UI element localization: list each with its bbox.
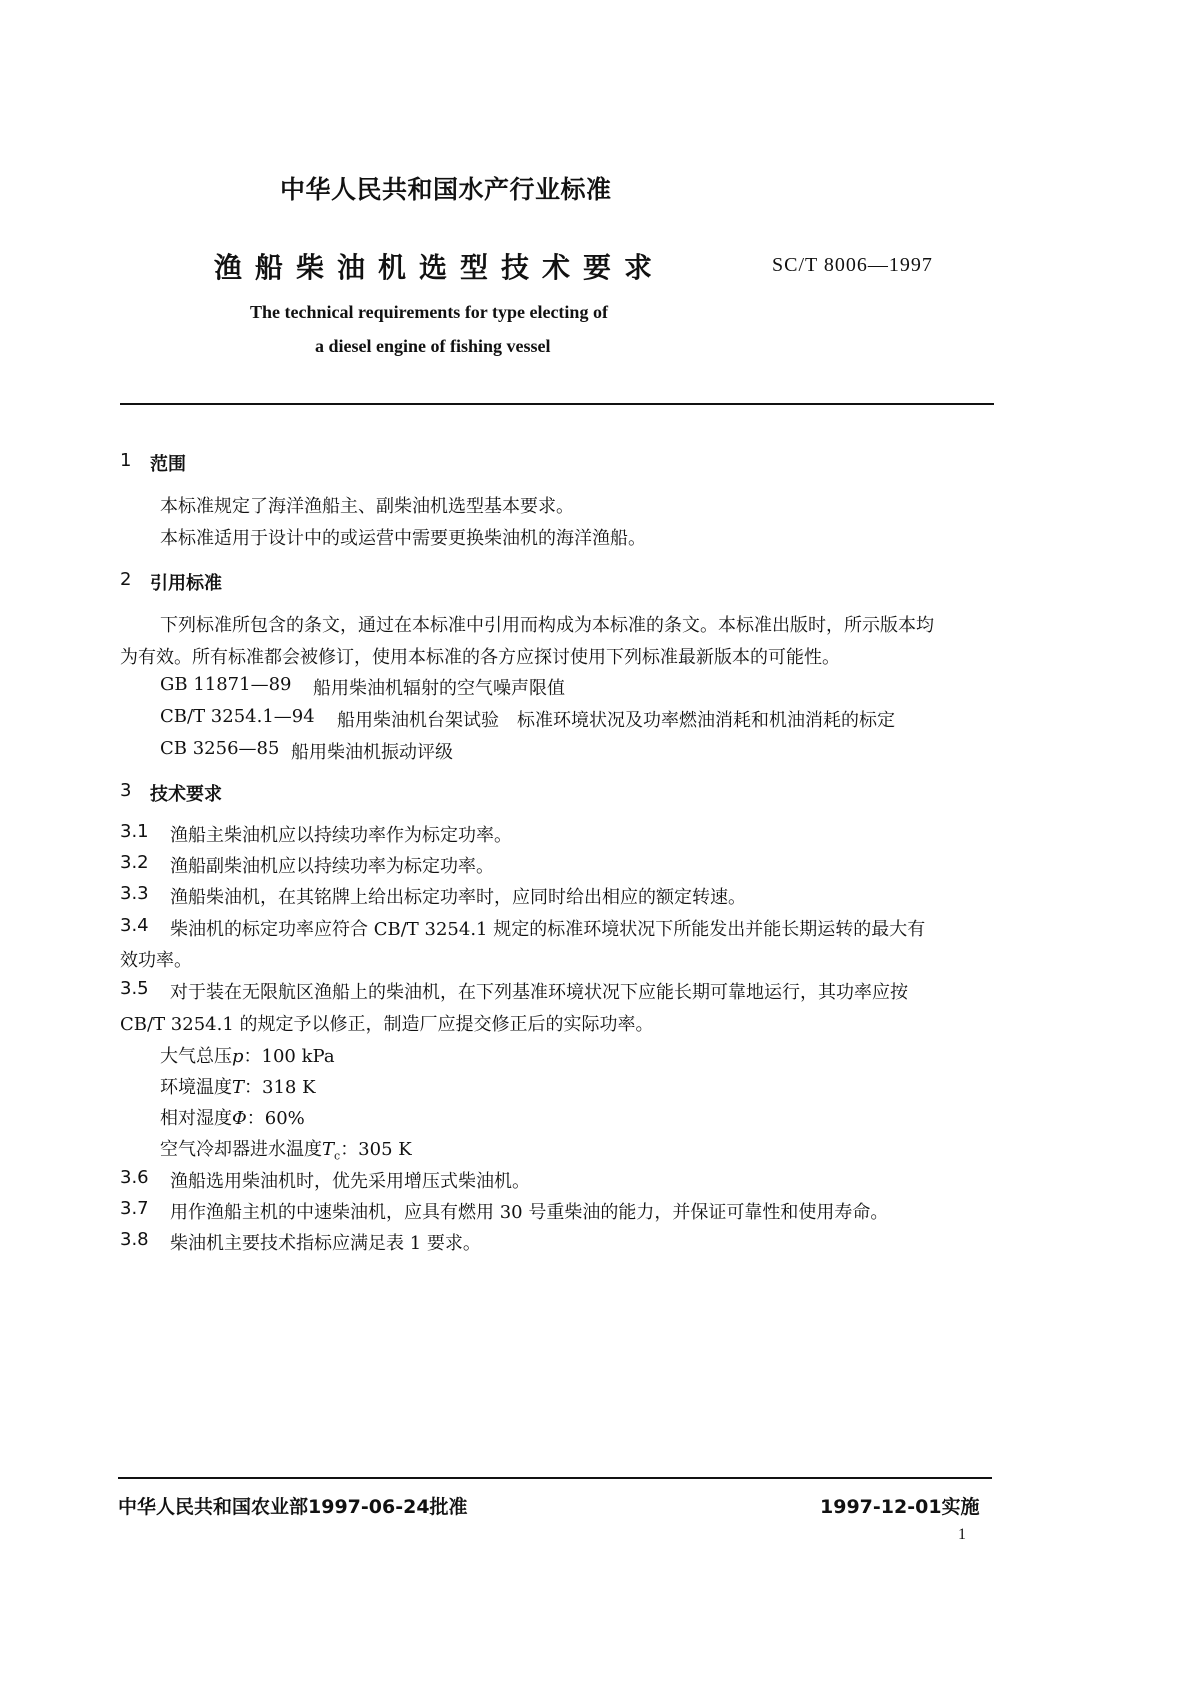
clause-text: 用作渔船主机的中速柴油机，应具有燃用 30 号重柴油的能力，并保证可靠性和使用寿命。 bbox=[170, 1202, 889, 1223]
clause-text-continued: 效功率。 bbox=[120, 950, 192, 971]
clause-text: 渔船副柴油机应以持续功率为标定功率。 bbox=[170, 856, 494, 877]
section-1-paragraph: 本标准规定了海洋渔船主、副柴油机选型基本要求。 bbox=[160, 496, 574, 517]
clause-text: 渔船选用柴油机时，优先采用增压式柴油机。 bbox=[170, 1171, 530, 1192]
clause-number: 3.2 bbox=[120, 852, 149, 873]
section-2-heading: 引用标准 bbox=[150, 573, 222, 594]
reference-title: 船用柴油机台架试验 标准环境状况及功率燃油消耗和机油消耗的标定 bbox=[337, 710, 895, 731]
condition-atmospheric-pressure bbox=[160, 1042, 335, 1068]
header-divider bbox=[120, 403, 994, 405]
condition-value: ：100 kPa bbox=[243, 1046, 335, 1067]
section-2-intro-continued: 为有效。所有标准都会被修订，使用本标准的各方应探讨使用下列标准最新版本的可能性。 bbox=[120, 647, 840, 668]
standard-code: SC/T 8006—1997 bbox=[772, 254, 933, 276]
section-3-heading: 技术要求 bbox=[150, 784, 222, 805]
condition-symbol: T bbox=[232, 1077, 245, 1098]
condition-ambient-temperature bbox=[160, 1073, 316, 1099]
condition-value: ：318 K bbox=[244, 1077, 316, 1098]
clause-number: 3.8 bbox=[120, 1229, 149, 1250]
clause-number: 3.6 bbox=[120, 1167, 149, 1188]
english-title-line-2: a diesel engine of fishing vessel bbox=[315, 336, 551, 356]
clause-text: 渔船主柴油机应以持续功率作为标定功率。 bbox=[170, 825, 512, 846]
condition-symbol: Φ bbox=[232, 1108, 247, 1129]
section-1-paragraph: 本标准适用于设计中的或运营中需要更换柴油机的海洋渔船。 bbox=[160, 528, 646, 549]
reference-title: 船用柴油机辐射的空气噪声限值 bbox=[313, 678, 565, 699]
section-1-number: 1 bbox=[120, 450, 132, 471]
section-3-number: 3 bbox=[120, 780, 132, 801]
clause-text: 柴油机主要技术指标应满足表 1 要求。 bbox=[170, 1233, 481, 1254]
clause-text: 渔船柴油机，在其铭牌上给出标定功率时，应同时给出相应的额定转速。 bbox=[170, 887, 746, 908]
clause-number: 3.7 bbox=[120, 1198, 149, 1219]
clause-number: 3.4 bbox=[120, 915, 149, 936]
industry-standard-title: 中华人民共和国水产行业标准 bbox=[280, 175, 612, 204]
condition-label: 大气总压 bbox=[160, 1046, 232, 1067]
condition-relative-humidity bbox=[160, 1104, 305, 1130]
condition-symbol: p bbox=[232, 1046, 244, 1067]
section-2-number: 2 bbox=[120, 569, 132, 590]
clause-text: 柴油机的标定功率应符合 CB/T 3254.1 规定的标准环境状况下所能发出并能长期运转的最大有 bbox=[170, 919, 926, 940]
document-title: 渔船柴油机选型技术要求 bbox=[214, 251, 666, 284]
footer-divider bbox=[118, 1477, 992, 1479]
condition-label: 空气冷却器进水温度 bbox=[160, 1139, 322, 1160]
clause-number: 3.3 bbox=[120, 883, 149, 904]
reference-code: CB/T 3254.1—94 bbox=[160, 706, 315, 727]
clause-number: 3.1 bbox=[120, 821, 149, 842]
reference-title: 船用柴油机振动评级 bbox=[291, 742, 453, 763]
reference-code: GB 11871—89 bbox=[160, 674, 292, 695]
condition-cooler-water-temperature bbox=[160, 1135, 412, 1163]
clause-text: 对于装在无限航区渔船上的柴油机，在下列基准环境状况下应能长期可靠地运行，其功率应按 bbox=[170, 982, 908, 1003]
english-title-line-1: The technical requirements for type electing of bbox=[250, 302, 608, 322]
clause-text-continued: CB/T 3254.1 的规定予以修正，制造厂应提交修正后的实际功率。 bbox=[120, 1014, 654, 1035]
approval-statement: 中华人民共和国农业部1997-06-24批准 bbox=[118, 1496, 468, 1518]
condition-label: 环境温度 bbox=[160, 1077, 232, 1098]
condition-subscript: c bbox=[334, 1149, 341, 1163]
section-2-intro: 下列标准所包含的条文，通过在本标准中引用而构成为本标准的条文。本标准出版时，所示版本均 bbox=[160, 615, 934, 636]
condition-label: 相对湿度 bbox=[160, 1108, 232, 1129]
page-number: 1 bbox=[958, 1526, 966, 1543]
condition-symbol: T bbox=[322, 1139, 335, 1160]
condition-value: ：305 K bbox=[340, 1139, 412, 1160]
reference-code: CB 3256—85 bbox=[160, 738, 280, 759]
clause-number: 3.5 bbox=[120, 978, 149, 999]
section-1-heading: 范围 bbox=[150, 454, 186, 475]
condition-value: ：60% bbox=[246, 1108, 305, 1129]
implementation-date: 1997-12-01实施 bbox=[820, 1496, 980, 1518]
